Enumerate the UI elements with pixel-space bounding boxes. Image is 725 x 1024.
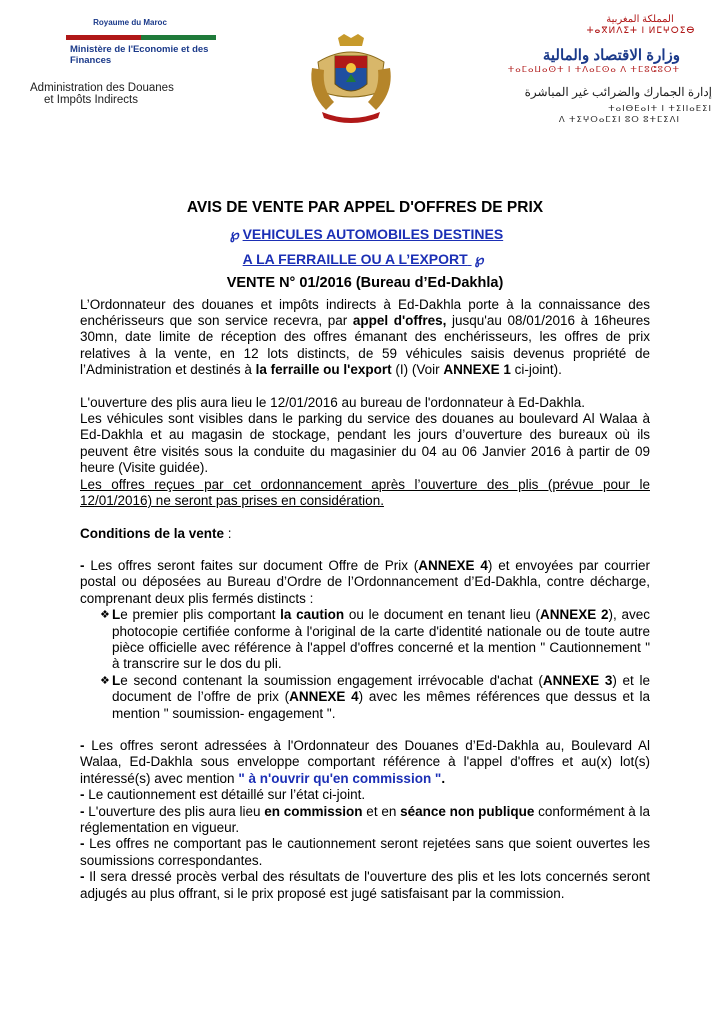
condition-3: - Le cautionnement est détaillé sur l’état ci-joint. [80, 787, 366, 803]
administration-label: Administration des Douanes et Impôts Indirects [30, 82, 174, 106]
tif-admin-label-1: ⵜⴰⵏⴱⴹⴰⵏⵜ ⵏ ⵜⵉⵏⵏⴰⴹⵉⵏ [608, 103, 712, 113]
document-body [80, 200, 650, 902]
sale-number: VENTE N° 01/2016 (Bureau d’Ed-Dakhla) [226, 275, 504, 292]
condition-6: - Il sera dressé procès verbal des résultats de l'ouverture des plis et les lots concernés seront adjugés au plus offrant, si le prix proposé est jugé satisfaisant par la commission. [80, 869, 650, 901]
ar-admin-label: إدارة الجمارك والضرائب غير المباشرة [524, 85, 712, 99]
ornament-icon: ℘ [229, 226, 240, 243]
ar-ministry-label: وزارة الاقتصاد والمالية [542, 47, 680, 64]
ornament-icon: ℘ [474, 250, 485, 267]
ministere-label: Ministère de l'Economie et des Finances [70, 44, 209, 66]
royaume-label: Royaume du Maroc [93, 18, 167, 27]
paragraph-intro: L’Ordonnateur des douanes et impôts indirects à Ed-Dakhla porte à la connaissance des enchérisseurs que son service recevra, par appel d'offres, jusqu'au 08/01/2016 à 16heures 30mn, date limite de réception des offres émanant des enchérisseurs, les offres de prix relatives à la vente, en 12 lots distincts, de 59 véhicules saisis devenus propriété de l’Administration et destinés à la ferraille ou l'export (I) (Voir ANNEXE 1 ci-joint). [80, 296, 650, 378]
coat-of-arms-emblem [308, 32, 394, 124]
paragraph-visit: Les véhicules sont visibles dans le parking du service des douanes au boulevard Al Walaa à Ed-Dakhla et au magasin de stockage, pendant les jours d’ouverture des bureaux où ils peuvent être visités sous la conduite du magasinier du 04 au 06 Janvier 2016 à partir de 09 heure (Visite guidée). [80, 411, 650, 476]
paragraph-late-offers: Les offres reçues par cet ordonnancement après l’ouverture des plis (prévue pour le 12/01/2016) ne seront pas prises en considération. [80, 476, 650, 509]
tif-kingdom-label: ⵜⴰⴳⵍⴷⵉⵜ ⵏ ⵍⵎⵖⵔⵉⴱ [586, 25, 696, 35]
bullet-second-envelope: ❖ Le second contenant la soumission engagement irrévocable d'achat (ANNEXE 3) et le document de l’offre de prix (ANNEXE 4) avec les mêmes références que dessus et la mention " soumission- engagement ". [100, 672, 650, 721]
diamond-bullet-icon: ❖ [100, 609, 110, 622]
ministry-logo-ar [488, 14, 720, 125]
paragraph-opening: L'ouverture des plis aura lieu le 12/01/2016 au bureau de l'ordonnateur à Ed-Dakhla. [80, 394, 585, 410]
diamond-bullet-icon: ❖ [100, 674, 110, 687]
condition-4: - L'ouverture des plis aura lieu en commission et en séance non publique conformément à la réglementation en vigueur. [80, 803, 650, 835]
tif-admin-label-2: ⴷ ⵜⵉⵖⵔⴰⵎⵉⵏ ⵓⵔ ⵓⵜⵎⵉⴷⵏ [558, 114, 680, 124]
ar-kingdom-label: المملكة المغربية [606, 14, 674, 25]
condition-5: - Les offres ne comportant pas le cautionnement seront rejetées sans que soient ouvertes les soumissions correspondantes. [80, 836, 650, 868]
subtitle-line-1: ℘ VEHICULES AUTOMOBILES DESTINES [229, 226, 504, 243]
document-title: AVIS DE VENTE PAR APPEL D'OFFRES DE PRIX [186, 199, 544, 216]
subtitle-line-2: A LA FERRAILLE OU A L’EXPORT ℘ [242, 250, 485, 267]
flag-stripe [66, 35, 216, 40]
tif-ministry-label: ⵜⴰⵎⴰⵡⴰⵙⵜ ⵏ ⵜⴷⴰⵎⵙⴰ ⴷ ⵜⵎⵓⵛⵓⵔⵜ [507, 64, 680, 74]
letterhead [0, 0, 725, 150]
bullet-first-envelope: ❖ Le premier plis comportant la caution ou le document en tenant lieu (ANNEXE 2), avec photocopie certifiée conforme à l'original de la carte d'identité nationale ou de toute autre pièce officielle avec référence à l'appel d'offres concerné et la mention " Cautionnement " à transcrire sur le dos du pli. [100, 607, 650, 672]
condition-1: - Les offres seront faites sur document Offre de Prix (ANNEXE 4) et envoyées par courrier postal ou déposées au Bureau d’Ordre de l’Ordonnancement d’Ed-Dakhla, contre décharge, comprenant deux plis fermés distincts : [80, 557, 650, 606]
ministry-logo-fr [30, 18, 240, 106]
conditions-heading: Conditions de la vente : [80, 525, 232, 541]
condition-2: - Les offres seront adressées à l'Ordonnateur des Douanes d’Ed-Dakhla au, Boulevard Al Walaa, Ed-Dakhla sous enveloppe comportant référence à l'appel d'offres et au(x) lot(s) intéressé(s) avec mention " à n'ouvrir qu'en commission ". [80, 737, 650, 786]
